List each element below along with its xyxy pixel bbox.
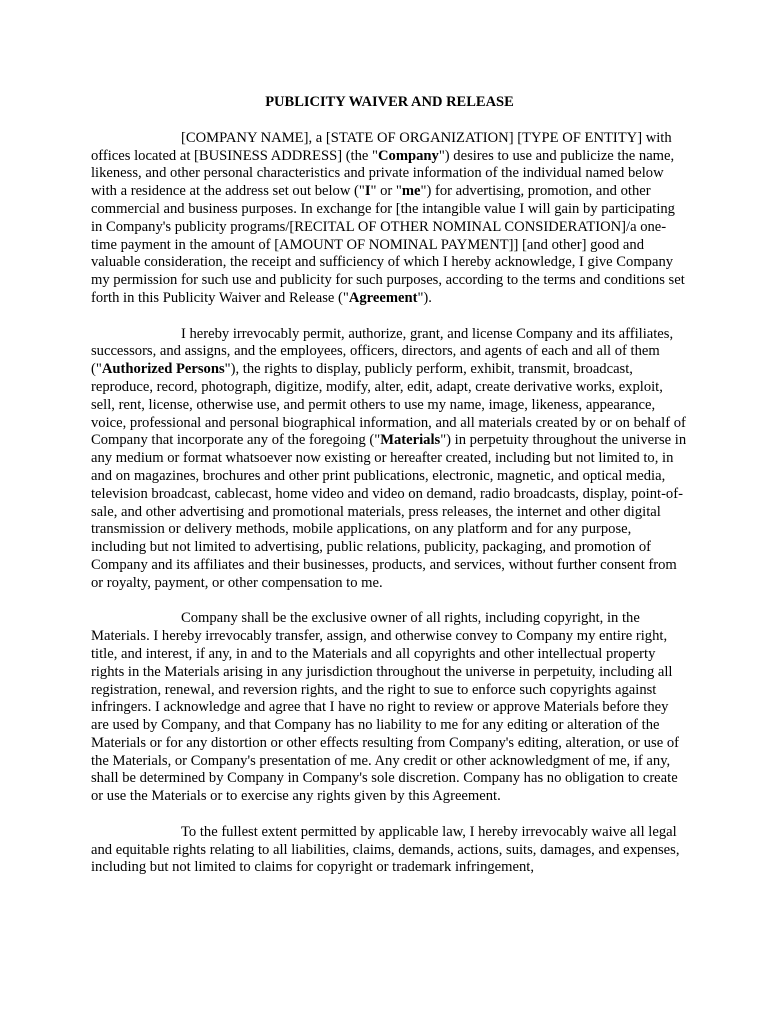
paragraph-introduction <box>91 130 688 308</box>
paragraph-ownership: Company shall be the exclusive owner of all rights, including copyright, in the Materials. I hereby irrevocably transfer, assign, and otherwise convey to Company my entire right, title, and interest, if any, in and to the Materials and all copyrights and other intellectual property rights in the Materials arising in any jurisdiction throughout the universe in perpetuity, including all registration, renewal, and reversion rights, and the right to sue to enforce such copyrights against infringers. I acknowledge and agree that I have no right to review or approve Materials before they are used by Company, and that Company has no liability to me for any editing or alteration of the Materials or for any distortion or other effects resulting from Company's editing, alteration, or use of the Materials, or Company's presentation of me. Any credit or other acknowledgment of me, if any, shall be determined by Company in Company's sole discretion. Company has no obligation to create or use the Materials or to exercise any rights given by this Agreement. <box>91 610 679 805</box>
text-run: ") in perpetuity throughout the universe in any medium or format whatsoever now existing or hereafter created, including but not limited to, in and on magazines, brochures and other print publications, electronic, magnetic, and optical media, television broadcast, cablecast, home video and video on demand, radio broadcasts, display, point-of-sale, and other advertising and promotional materials, press releases, the internet and other digital transmission or delivery methods, mobile applications, on any platform and for any purpose, including but not limited to advertising, public relations, publicity, packaging, and promotion of Company and its affiliates and their businesses, products, and services, without further consent from or royalty, payment, or other compensation to me. <box>91 432 687 591</box>
defined-term-me: me <box>401 183 421 200</box>
defined-term-company: Company <box>378 147 439 164</box>
document-page <box>91 94 688 895</box>
text-run: " or " <box>370 183 402 200</box>
defined-term-materials: Materials <box>380 432 441 449</box>
text-run: [COMPANY NAME], a [STATE OF ORGANIZATION] [TYPE OF ENTITY] with offices located at [BUSINESS ADDRESS] (the " <box>91 129 672 164</box>
text-run: "). <box>417 289 432 306</box>
defined-term-agreement: Agreement <box>348 289 418 306</box>
text-run: "), the rights to display, publicly perform, exhibit, transmit, broadcast, reproduce, record, photograph, digitize, modify, alter, edit, adapt, create derivative works, exploit, sell, rent, license, otherwise use, and permit others to use my name, image, likeness, appearance, voice, professional and personal biographical information, and all materials created by or on behalf of Company that incorporate any of the foregoing (" <box>91 361 686 449</box>
defined-term-authorized-persons: Authorized Persons <box>101 361 225 378</box>
defined-term-i: I <box>364 183 371 200</box>
paragraph-waiver: To the fullest extent permitted by applicable law, I hereby irrevocably waive all legal and equitable rights relating to all liabilities, claims, demands, actions, suits, damages, and expenses, including but not limited to claims for copyright or trademark infringement, <box>91 823 680 876</box>
text-run: ") for advertising, promotion, and other commercial and business purposes. In exchange for [the intangible value I will gain by participating in Company's publicity programs/[RECITAL OF OTHER NOMINAL CONSIDERATION]/a one-time payment in the amount of [AMOUNT OF NOMINAL PAYMENT]] [and other] good and valuable consideration, the receipt and sufficiency of which I hereby acknowledge, I give Company my permission for such use and publicity for such purposes, according to the terms and conditions set forth in this Publicity Waiver and Release (" <box>91 183 685 306</box>
text-run: ") desires to use and publicize the name, likeness, and other personal characteristics and private information of the individual named below with a residence at the address set out below (" <box>91 147 675 200</box>
document-title: PUBLICITY WAIVER AND RELEASE <box>265 94 514 110</box>
paragraph-grant-of-rights <box>91 326 688 593</box>
text-run: I hereby irrevocably permit, authorize, grant, and license Company and its affiliates, successors, and assigns, and the employees, officers, directors, and agents of each and all of them (" <box>91 325 674 378</box>
